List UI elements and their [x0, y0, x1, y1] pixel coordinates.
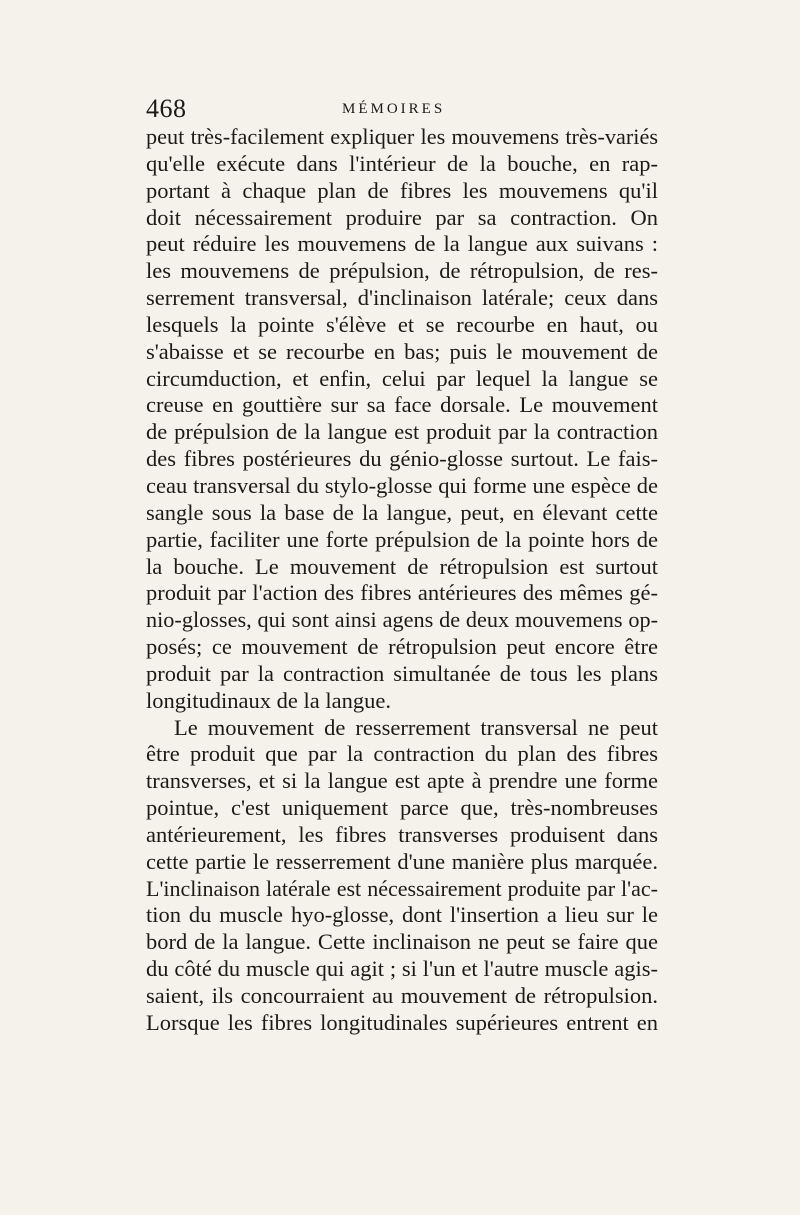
text-line: de prépulsion de la langue est produit par la contraction — [146, 419, 658, 445]
text-line: lesquels la pointe s'élève et se recourbe en haut, ou — [146, 311, 658, 337]
text-line: la bouche. Le mouvement de rétropulsion est surtout — [146, 553, 658, 579]
text-line: qu'elle exécute dans l'intérieur de la bouche, en rap- — [146, 150, 658, 176]
text-line: peut très-facilement expliquer les mouvemens très-variés — [146, 124, 658, 149]
text-line: s'abaisse et se recourbe en bas; puis le mouvement de — [146, 338, 658, 364]
text-line: serrement transversal, d'inclinaison latérale; ceux dans — [146, 285, 658, 311]
text-body — [146, 124, 658, 1037]
text-line: posés; ce mouvement de rétropulsion peut encore être — [146, 634, 658, 660]
text-line: pointue, c'est uniquement parce que, très-nombreuses — [146, 795, 658, 821]
text-line: les mouvemens de prépulsion, de rétropulsion, de res- — [146, 258, 658, 284]
text-line: saient, ils concourraient au mouvement de rétropulsion. — [146, 983, 658, 1008]
text-line: nio-glosses, qui sont ainsi agens de deux mouvemens op- — [146, 607, 658, 633]
text-line: circumduction, et enfin, celui par lequel la langue se — [146, 365, 658, 391]
text-line: sangle sous la base de la langue, peut, en élevant cette — [146, 499, 658, 525]
text-line: partie, faciliter une forte prépulsion de la pointe hors de — [146, 526, 658, 552]
text-line: ceau transversal du stylo-glosse qui forme une espèce de — [146, 472, 658, 498]
text-line: être produit que par la contraction du plan des fibres — [146, 741, 658, 767]
text-line: du côté du muscle qui agit ; si l'un et l'autre muscle agis- — [146, 956, 658, 982]
text-line: cette partie le resserrement d'une manière plus marquée. — [146, 848, 658, 874]
text-line: Lorsque les fibres longitudinales supérieures entrent en — [146, 1009, 658, 1035]
text-line: L'inclinaison latérale est nécessairement produite par l'ac- — [146, 875, 658, 901]
paragraph-2 — [146, 715, 658, 1037]
page-header — [146, 92, 658, 126]
page-number: 468 — [146, 94, 187, 123]
text-line: produit par la contraction simultanée de tous les plans — [146, 660, 658, 686]
text-line: transverses, et si la langue est apte à prendre une forme — [146, 768, 658, 794]
paragraph-1 — [146, 124, 658, 715]
text-line: creuse en gouttière sur sa face dorsale. Le mouvement — [146, 392, 658, 418]
text-line: longitudinaux de la langue. — [146, 687, 391, 713]
text-line: Le mouvement de resserrement transversal ne peut — [174, 714, 658, 740]
text-line: doit nécessairement produire par sa contraction. On — [146, 204, 658, 230]
text-line: tion du muscle hyo-glosse, dont l'insertion a lieu sur le — [146, 902, 658, 928]
text-line: portant à chaque plan de fibres les mouvemens qu'il — [146, 177, 658, 203]
text-line: des fibres postérieures du génio-glosse surtout. Le fais- — [146, 446, 658, 472]
text-line: produit par l'action des fibres antérieures des mêmes gé- — [146, 580, 658, 606]
text-line: bord de la langue. Cette inclinaison ne peut se faire que — [146, 929, 658, 955]
text-line: antérieurement, les fibres transverses produisent dans — [146, 821, 658, 847]
running-head: MÉMOIRES — [342, 101, 446, 117]
text-line: peut réduire les mouvemens de la langue aux suivans : — [146, 231, 658, 257]
